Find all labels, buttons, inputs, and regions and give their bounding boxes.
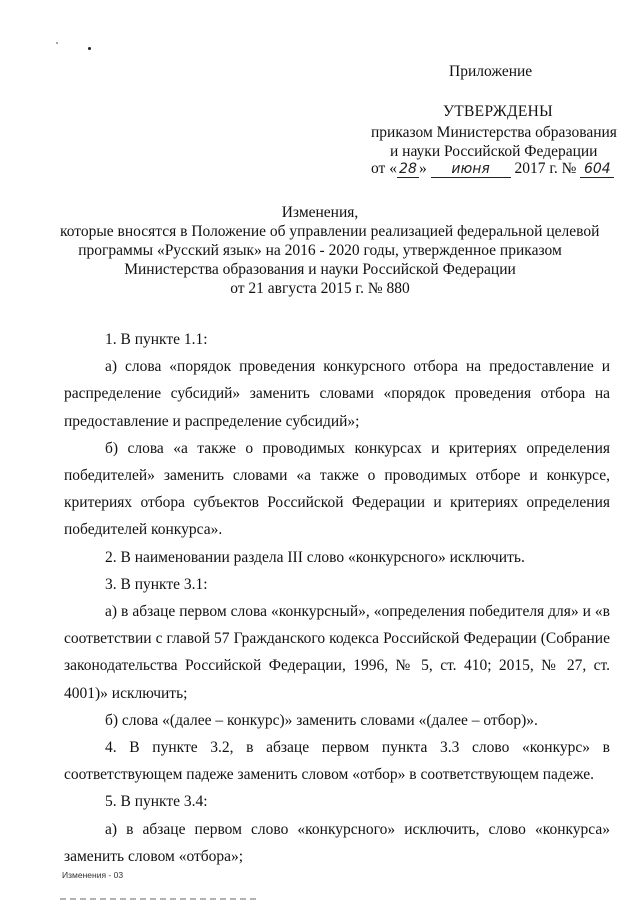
paragraph: б) слова «(далее – конкурс)» заменить словами «(далее – отбор)».	[105, 711, 538, 729]
paragraph: 5. В пункте 3.4:	[105, 793, 208, 811]
handwritten-order-number: 604	[580, 161, 614, 178]
handwritten-day: 28	[397, 161, 419, 178]
title-line: Изменения,	[281, 204, 359, 221]
date-prefix: от «	[371, 160, 397, 177]
order-line-2: и науки Российской Федерации	[390, 143, 598, 160]
handwritten-month: июня	[431, 161, 511, 178]
paragraph: а) в абзаце первом слово «конкурсного» исключить, слово «конкурса» заменить словом «отбора»;	[64, 820, 610, 865]
footer-label: Изменения - 03	[62, 870, 124, 880]
title-line: от 21 августа 2015 г. № 880	[230, 280, 410, 297]
paragraph: 2. В наименовании раздела III слово «конкурсного» исключить.	[105, 548, 525, 566]
paragraph: б) слова «а также о проводимых конкурсах и критериях определения победителей» заменить словами «а также о проводимых отборе и конкурсе, критериях отбора субъектов Российской Федерации и критериях определения победителей конкурса».	[64, 439, 610, 539]
paragraph: 3. В пункте 3.1:	[105, 575, 208, 593]
date-year: 2017 г. №	[514, 160, 577, 177]
paragraph: а) в абзаце первом слова «конкурсный», «определения победителя для» и «в соответствии с главой 57 Гражданского кодекса Российской Федерации (Собрание законодательства Российской Федерации, 1996, № 5, ст. 410; 2015, № 27, ст. 4001)» исключить;	[64, 603, 610, 702]
paragraph: а) слова «порядок проведения конкурсного отбора на предоставление и распределение субсидий» заменить словами «порядок проведения отбора на предоставление и распределение субсидий»;	[64, 358, 610, 430]
order-date-line	[371, 160, 614, 178]
scan-artifact	[60, 898, 260, 900]
title-line: которые вносятся в Положение об управлении реализацией федеральной целевой	[60, 223, 600, 240]
scan-speck	[88, 47, 91, 50]
date-close: »	[418, 160, 427, 177]
paragraph: 4. В пункте 3.2, в абзаце первом пункта 3.3 слово «конкурс» в соответствующем падеже заменить словом «отбор» в соответствующем падеже.	[64, 739, 610, 784]
approved-heading: УТВЕРЖДЕНЫ	[443, 103, 553, 120]
title-line: программы «Русский язык» на 2016 - 2020 годы, утвержденное приказом	[78, 242, 562, 259]
paragraph: 1. В пункте 1.1:	[105, 331, 208, 348]
order-line-1: приказом Министерства образования	[371, 124, 617, 141]
scan-speck	[56, 42, 58, 44]
document-title	[60, 203, 600, 298]
title-line: Министерства образования и науки Российской Федерации	[124, 261, 516, 278]
appendix-label: Приложение	[449, 63, 533, 80]
document-body	[64, 326, 610, 870]
